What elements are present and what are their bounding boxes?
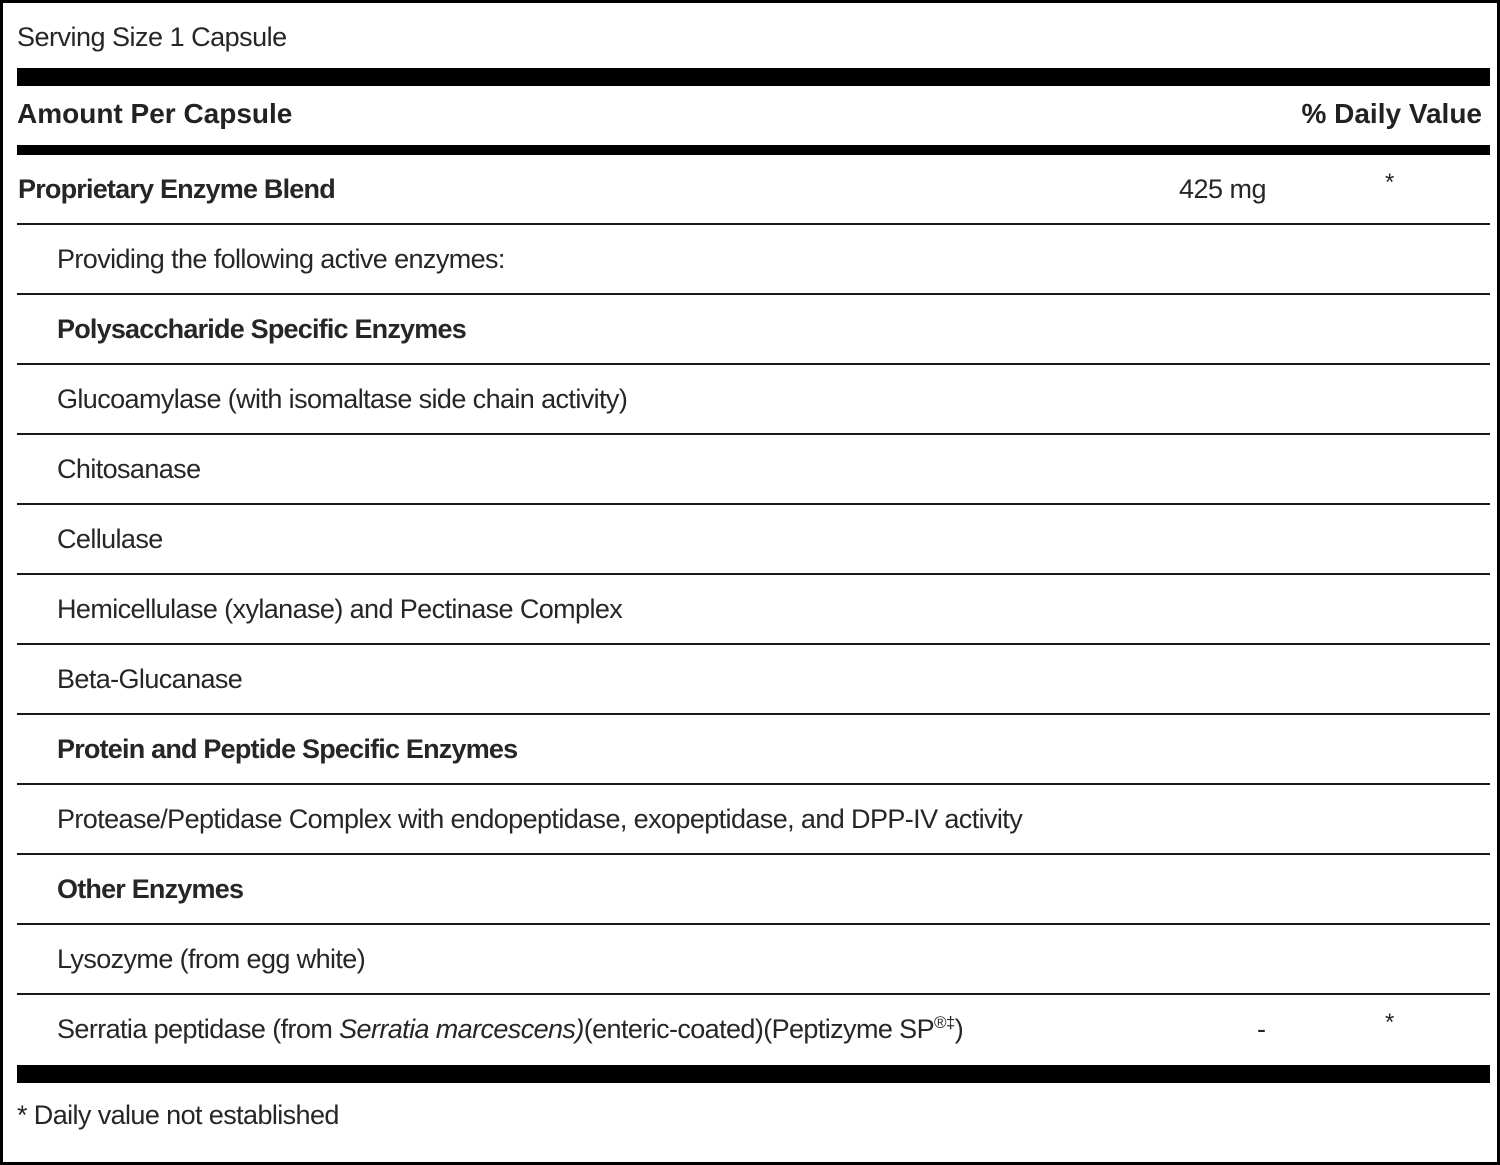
medium-divider	[17, 145, 1490, 155]
blend-daily-value: *	[1385, 169, 1395, 196]
serratia-close: )	[954, 1014, 964, 1044]
ingredient-label: Providing the following active enzymes:	[57, 244, 505, 274]
thick-divider-bottom	[17, 1065, 1490, 1083]
daily-value-footnote: * Daily value not established	[17, 1100, 339, 1130]
ingredient-label: Beta-Glucanase	[57, 664, 243, 694]
blend-name: Proprietary Enzyme Blend	[18, 174, 335, 204]
ingredient-row	[17, 225, 1490, 295]
ingredient-row	[17, 785, 1490, 855]
category-label: Protein and Peptide Specific Enzymes	[57, 734, 518, 764]
serratia-species-name: Serratia marcescens)	[339, 1014, 584, 1044]
ingredient-label: Hemicellulase (xylanase) and Pectinase Complex	[57, 594, 623, 624]
blend-row	[17, 155, 1490, 225]
daily-value-heading: % Daily Value	[1301, 98, 1482, 129]
registered-trademark-mark: ®‡	[933, 1013, 955, 1032]
column-header-row	[17, 89, 1482, 143]
thick-divider-top	[17, 68, 1490, 86]
serratia-peptidase-row	[17, 995, 1490, 1065]
serratia-suffix: (enteric-coated)(Peptizyme SP	[583, 1014, 934, 1044]
ingredient-label: Glucoamylase (with isomaltase side chain activity)	[57, 384, 628, 414]
ingredient-row	[17, 645, 1490, 715]
category-row	[17, 715, 1490, 785]
category-row	[17, 295, 1490, 365]
serratia-amount: -	[1257, 1014, 1266, 1044]
ingredient-label: Lysozyme (from egg white)	[57, 944, 366, 974]
category-row	[17, 855, 1490, 925]
ingredient-row	[17, 365, 1490, 435]
blend-amount: 425 mg	[1179, 174, 1267, 204]
serratia-peptidase-label	[57, 995, 963, 1063]
ingredient-label: Protease/Peptidase Complex with endopeptidase, exopeptidase, and DPP-IV activity	[57, 804, 1023, 834]
category-label: Other Enzymes	[57, 874, 244, 904]
amount-per-capsule-heading: Amount Per Capsule	[17, 98, 293, 129]
ingredient-row	[17, 575, 1490, 645]
serratia-daily-value: *	[1385, 1009, 1395, 1036]
ingredient-label: Chitosanase	[57, 454, 201, 484]
ingredient-row	[17, 505, 1490, 575]
ingredient-row	[17, 435, 1490, 505]
serratia-prefix: Serratia peptidase (from	[57, 1014, 340, 1044]
serving-size: Serving Size 1 Capsule	[17, 22, 287, 52]
category-label: Polysaccharide Specific Enzymes	[57, 314, 466, 344]
ingredient-label: Cellulase	[57, 524, 163, 554]
ingredient-row	[17, 925, 1490, 995]
